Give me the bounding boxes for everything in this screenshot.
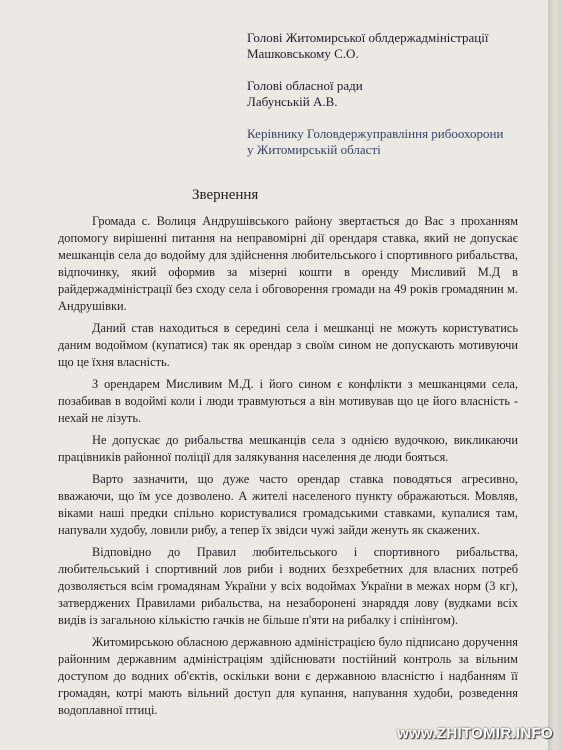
paper-edge xyxy=(548,0,563,750)
paragraph: Відповідно до Правил любительського і спортивного рибальства, любительський і спортивний лов риби і водних безхребетних для власних потреб дозволяється всім громадянам України у всіх водоймах України в межах норм (3 кг), затверджених Правилами рибальства, на незаборонені знаряддя лову (вудками всіх видів із загальною кількістю гачків не більше п'яти на рибалку і спінінгом). xyxy=(58,545,518,627)
addressee-block xyxy=(247,30,547,174)
paragraph: Не допускає до рибальства мешканців села з однією вудочкою, викликаючи працівників районної поліції для залякування населення де люди бояться. xyxy=(58,433,518,464)
addressee-line: Голові Житомирської облдержадміністрації xyxy=(247,30,489,45)
paragraph: Варто зазначити, що дуже часто орендар ставка поводяться агресивно, вважаючи, що їм усе дозволено. А жителі населеного пункту ображаються. Мовляв, віками наші предки спільно користувалися громадськими ставками, купалися там, напували худобу, ловили рибу, а тепер їх звідси чужі зайди женуть як скажених. xyxy=(58,472,518,537)
addressee-line: Лабунській А.В. xyxy=(247,94,338,109)
site-watermark: www.ZHITOMIR.INFO xyxy=(397,725,553,742)
addressee-governor xyxy=(247,30,547,62)
addressee-line: у Житомирській області xyxy=(247,142,381,157)
addressee-fish-protection xyxy=(247,126,547,158)
paragraph: Громада с. Волиця Андрушівського району звертається до Вас з проханням допомогу вирішенні питання на неправомірні дії орендаря ставка, який не допускає мешканців села до водойму для здійснення любительського і спортивного рибальства, відпочинку, який оформив за мізерні кошти в оренду Мисливий М.Д в райдержадміністрації без сходу села і обговорення громади на 49 років громадянин м. Андрушівки. xyxy=(58,214,518,313)
paragraph: Житомирською обласною державною адміністрацією було підписано доручення районним державним адміністраціям здійснювати постійний контроль за вільним доступом до водних об'єктів, оскільки вони є державною власністю і надбанням її громадян, котрі мають вільний доступ для купання, напування худоби, розведення водоплавної птиці. xyxy=(58,635,518,717)
addressee-line: Голові обласної ради xyxy=(247,78,363,93)
paragraph: З орендарем Мисливим М.Д. і його сином є конфлікти з мешканцями села, позабивав в водоймі коли і люди травмуються а він мотивував що це його власність - нехай не лізуть. xyxy=(58,377,518,425)
document-body xyxy=(58,213,518,724)
document-title: Звернення xyxy=(192,187,259,203)
addressee-council-head xyxy=(247,78,547,110)
addressee-line: Керівнику Головдержуправління рибоохорони xyxy=(247,126,504,141)
paragraph: Даний став находиться в середині села і мешканці не можуть користуватись даним водоймом (купатися) так як орендар з своїм сином не допускають мотивуючи що це їхня власність. xyxy=(58,321,518,369)
addressee-line: Машковському С.О. xyxy=(247,46,359,61)
